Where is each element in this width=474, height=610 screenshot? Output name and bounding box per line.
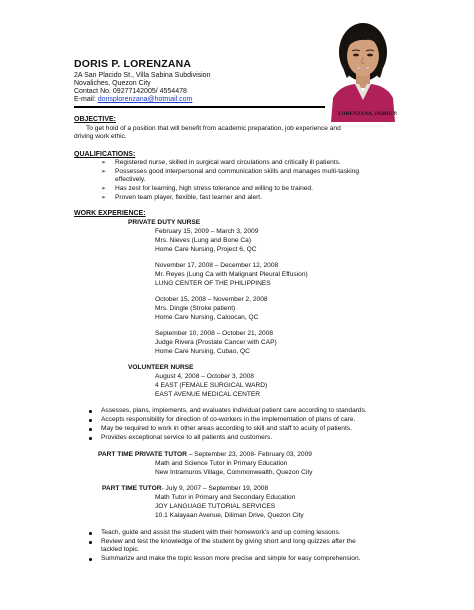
job-place: LUNG CENTER OF THE PHILIPPINES <box>155 280 271 287</box>
tutor-duty-item: Summarize and make the topic lesson more precise and simple for easy comprehension. <box>101 555 361 562</box>
tutor2-dates: - July 9, 2007 – September 19, 2008 <box>161 485 269 492</box>
address-line-2: Novaliches, Quezon City <box>74 80 151 87</box>
duty-item: Provides exceptional service to all patients and customers. <box>101 434 273 441</box>
tutor2-address: 10.1 Kalayaan Avenue, Diliman Drive, Quezon City <box>155 512 304 519</box>
tutor2-company: JOY LANGUAGE TUTORIAL SERVICES <box>155 503 276 510</box>
bullet-icon <box>89 541 92 544</box>
qualification-item-cont: effectively. <box>115 176 146 183</box>
volunteer-hospital: EAST AVENUE MEDICAL CENTER <box>155 391 261 398</box>
job-dates: February 15, 2009 – March 3, 2009 <box>155 228 259 235</box>
email-link[interactable]: dorisplorenzana@hotmail.com <box>97 96 193 103</box>
objective-line-2: driving work ethic. <box>74 133 127 140</box>
tutor2-role: Math Tutor in Primary and Secondary Education <box>155 494 296 501</box>
arrow-bullet-icon: ➢ <box>101 194 107 201</box>
private-duty-heading: PRIVATE DUTY NURSE <box>128 219 201 226</box>
email-line <box>74 95 192 105</box>
job-patient: Mr. Reyes (Lung Ca with Malignant Pleural Effusion) <box>155 271 308 278</box>
job-patient: Judge Rivera (Prostate Cancer with CAP) <box>155 339 277 346</box>
bullet-icon <box>89 419 92 422</box>
email-label: E-mail: <box>74 96 96 103</box>
tutor-duty-item-cont: tackled topic. <box>101 546 140 553</box>
volunteer-dates: August 4, 2008 – October 3, 2008 <box>155 373 254 380</box>
qualifications-title: QUALIFICATIONS: <box>74 151 136 158</box>
tutor1-dates: – September 23, 2008- February 03, 2009 <box>186 451 312 458</box>
bullet-icon <box>89 428 92 431</box>
duty-item: Assesses, plans, implements, and evaluates individual patient care according to standards. <box>101 407 367 414</box>
qualification-item: Registered nurse, skilled in surgical ward circulations and critically ill patients. <box>115 159 341 166</box>
arrow-bullet-icon: ➢ <box>101 168 107 175</box>
bullet-icon <box>89 437 92 440</box>
volunteer-ward: 4 EAST (FEMALE SURGICAL WARD) <box>155 382 268 389</box>
applicant-name: DORIS P. LORENZANA <box>74 58 192 70</box>
job-patient: Mrs. Nieves (Lung and Bone Ca) <box>155 237 252 244</box>
qualification-item: Proven team player, flexible, fast learner and alert. <box>115 194 262 201</box>
volunteer-heading: VOLUNTEER NURSE <box>128 364 194 371</box>
job-dates: October 15, 2008 – November 2, 2008 <box>155 296 268 303</box>
objective-title: OBJECTIVE: <box>74 116 117 123</box>
bullet-icon <box>89 410 92 413</box>
job-dates: September 10, 2008 – October 21, 2008 <box>155 330 274 337</box>
tutor-duty-item: Review and test the knowledge of the student by giving short and long quizzes after the <box>101 538 356 545</box>
tutor-duty-item: Teach, guide and assist the student with their homework’s and up coming lessons. <box>101 529 341 536</box>
job-place: Home Care Nursing, Cubao, QC <box>155 348 250 355</box>
portrait-image <box>325 18 401 122</box>
photo-caption: LORENZANA, DORIS P. <box>338 111 398 117</box>
qualification-item: Has zest for learning, high stress tolerance and willing to be trained. <box>115 185 313 192</box>
tutor1-heading: PART TIME PRIVATE TUTOR <box>98 451 187 458</box>
tutor1-line <box>98 451 312 460</box>
work-experience-title: WORK EXPERIENCE: <box>74 210 146 217</box>
bullet-icon <box>89 532 92 535</box>
bullet-icon <box>89 558 92 561</box>
address-line-1: 2A San Placido St., Villa Sabina Subdivision <box>74 72 211 79</box>
arrow-bullet-icon: ➢ <box>101 159 107 166</box>
contact-number: Contact No. 09277142005/ 4554478 <box>74 88 187 95</box>
tutor1-role: Math and Science Tutor in Primary Education <box>155 460 288 467</box>
duty-item: Accepts responsibility for direction of co-workers in the implementation of plans of care. <box>101 416 356 423</box>
job-place: Home Care Nursing, Caloocan, QC <box>155 314 259 321</box>
arrow-bullet-icon: ➢ <box>101 185 107 192</box>
qualification-item: Possesses good interpersonal and communication skills and manages multi-tasking <box>115 168 360 175</box>
tutor1-place: New Intramuros Village, Commonwealth, Quezon City <box>155 469 313 476</box>
tutor2-heading: PART TIME TUTOR <box>102 485 162 492</box>
job-dates: November 17, 2008 – December 12, 2008 <box>155 262 279 269</box>
job-place: Home Care Nursing, Project 6, QC <box>155 246 257 253</box>
duty-item: May be required to work in other areas according to skill and staff to acuity of patients. <box>101 425 352 432</box>
profile-photo <box>325 18 401 122</box>
objective-line-1: To get hold of a position that will benefit from academic preparation, job experience and <box>86 125 341 132</box>
job-patient: Mrs. Dingle (Stroke patient) <box>155 305 236 312</box>
tutor2-line <box>102 485 268 494</box>
